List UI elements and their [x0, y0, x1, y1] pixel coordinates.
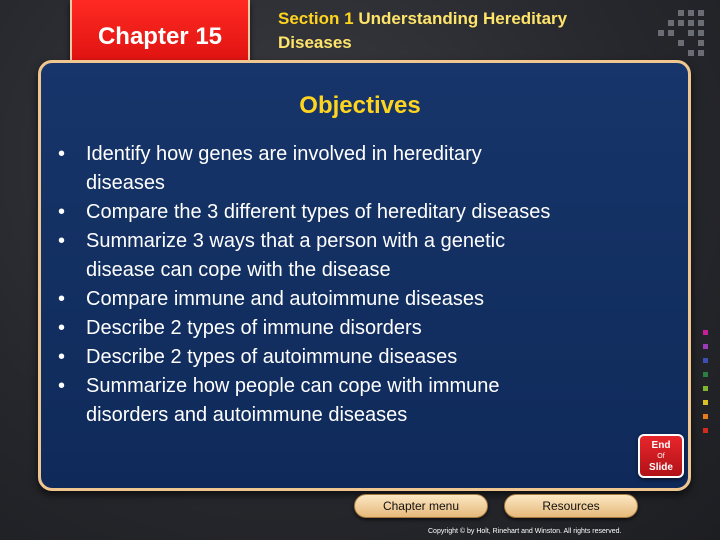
bullet-icon: • [58, 201, 66, 223]
objective-text: Identify how genes are involved in hereditary [86, 143, 482, 165]
bullet-icon: • [58, 288, 66, 310]
objective-text: Summarize how people can cope with immune [86, 375, 500, 397]
objective-text: diseases [86, 172, 165, 194]
objective-item [58, 140, 678, 198]
objective-text: Summarize 3 ways that a person with a genetic [86, 230, 506, 252]
section-title-line1: Understanding Hereditary [358, 9, 568, 28]
bullet-icon: • [58, 375, 66, 397]
objective-text: Describe 2 types of immune disorders [86, 317, 422, 339]
objective-item [58, 314, 678, 343]
decorative-dots [700, 330, 714, 450]
section-title [278, 7, 638, 55]
section-title-line2: Diseases [278, 33, 352, 52]
bullet-icon: • [58, 317, 66, 339]
objective-item [58, 227, 678, 285]
objectives-title: Objectives [299, 92, 421, 119]
objectives-list [58, 140, 678, 430]
objective-text: disorders and autoimmune diseases [86, 404, 408, 426]
copyright-notice: Copyright © by Holt, Rinehart and Winston. All rights reserved. [428, 528, 622, 535]
bullet-icon: • [58, 346, 66, 368]
objective-item [58, 372, 678, 430]
end-of-slide-button[interactable] [638, 434, 684, 478]
objective-text: Compare the 3 different types of hereditary diseases [86, 201, 551, 223]
objective-text: disease can cope with the disease [86, 259, 391, 281]
section-label: Section 1 [278, 9, 354, 28]
end-slide-line2: Of [657, 453, 665, 460]
bullet-icon: • [58, 230, 66, 252]
bullet-icon: • [58, 143, 66, 165]
objective-item [58, 198, 678, 227]
objective-text: Compare immune and autoimmune diseases [86, 288, 484, 310]
resources-button[interactable]: Resources [504, 494, 638, 518]
end-slide-line3: Slide [649, 462, 673, 473]
chapter-menu-button[interactable]: Chapter menu [354, 494, 488, 518]
objective-item [58, 343, 678, 372]
end-slide-line1: End [651, 440, 671, 451]
chapter-label: Chapter 15 [97, 23, 223, 50]
objective-item [58, 285, 678, 314]
objective-text: Describe 2 types of autoimmune diseases [86, 346, 458, 368]
decorative-squares [630, 8, 712, 68]
